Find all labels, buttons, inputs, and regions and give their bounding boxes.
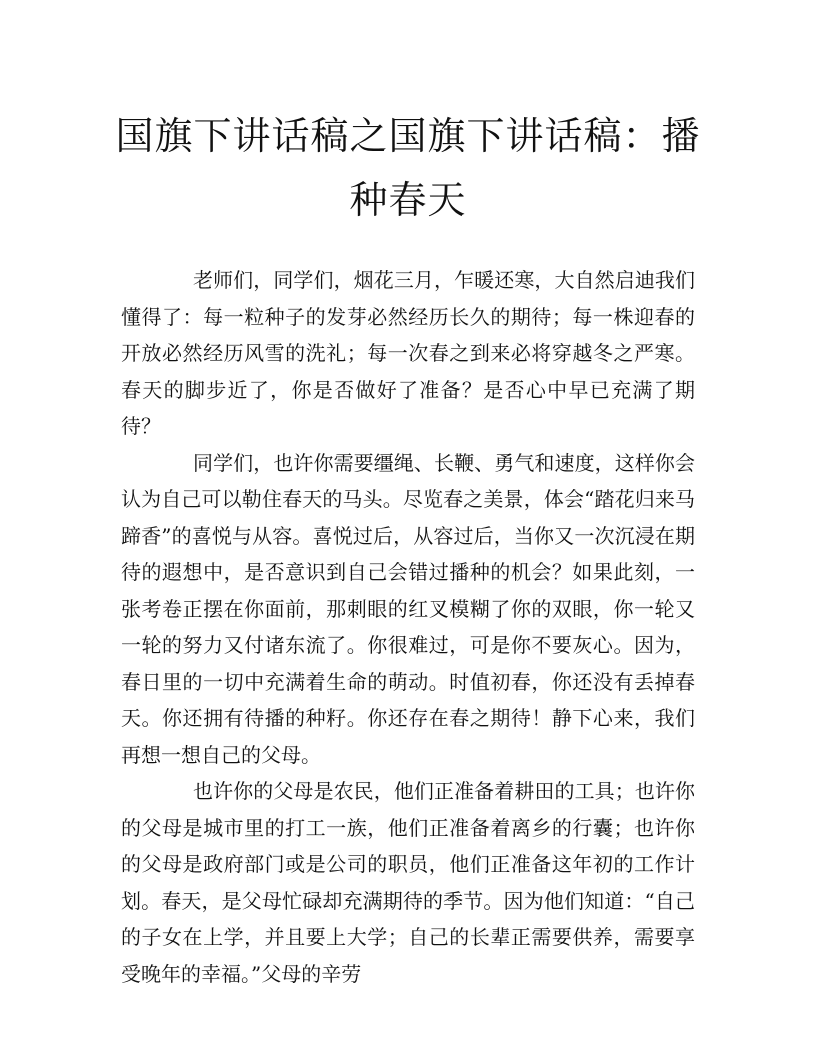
paragraph-2: 同学们，也许你需要缰绳、长鞭、勇气和速度，这样你会认为自己可以勒住春天的马头。尽览春之美景，体会“踏花归来马蹄香”的喜悦与从容。喜悦过后，从容过后，当你又一次沉浸在期待的遐想中，是否意识到自己会错过播种的机会？如果此刻，一张考卷正摆在你面前，那刺眼的红叉模糊了你的双眼，你一轮又一轮的努力又付诸东流了。你很难过，可是你不要灰心。因为，春日里的一切中充满着生命的萌动。时值初春，你还没有丢掉春天。你还拥有待播的种籽。你还存在春之期待！静下心来，我们再想一想自己的父母。 — [121, 450, 695, 767]
paragraph-1: 老师们，同学们，烟花三月，乍暖还寒，大自然启迪我们懂得了：每一粒种子的发芽必然经历长久的期待；每一株迎春的开放必然经历风雪的洗礼；每一次春之到来必将穿越冬之严寒。春天的脚步近了，你是否做好了准备？是否心中早已充满了期待？ — [121, 268, 695, 438]
paragraph-3: 也许你的父母是农民，他们正准备着耕田的工具；也许你的父母是城市里的打工一族，他们正准备着离乡的行囊；也许你的父母是政府部门或是公司的职员，他们正准备这年初的工作计划。春天，是父母忙碌却充满期待的季节。因为他们知道：“自己的子女在上学，并且要上大学；自己的长辈正需要供养，需要享受晚年的幸福。”父母的辛劳 — [121, 779, 695, 986]
document-title: 国旗下讲话稿之国旗下讲话稿：播种春天 — [115, 114, 701, 222]
document-body — [121, 262, 695, 992]
